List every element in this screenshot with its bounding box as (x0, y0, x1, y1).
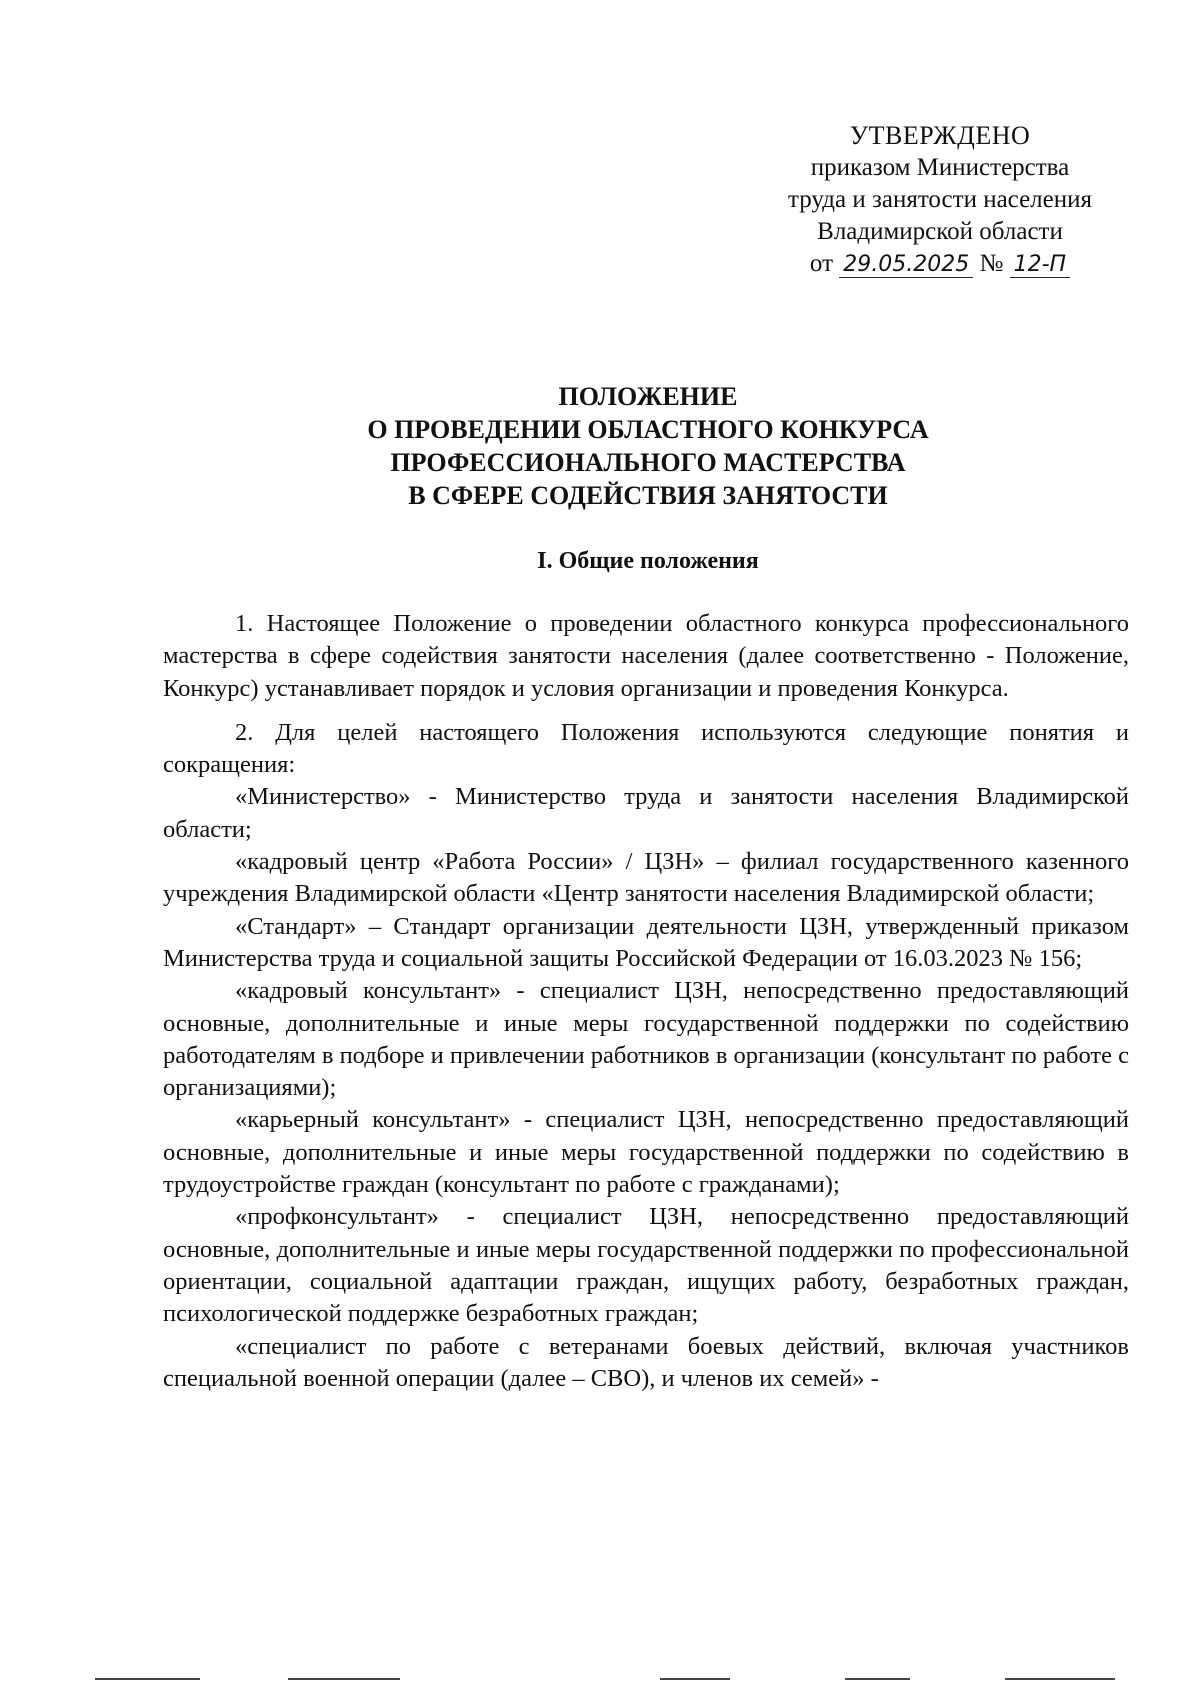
approval-head: УТВЕРЖДЕНО (849, 121, 1031, 150)
date-prefix: от (809, 250, 834, 277)
definition-czn: «кадровый центр «Работа России» / ЦЗН» – филиал государственного казенного учреждения Владимирской области «Центр занятости населения Владимирской области; (163, 848, 1129, 908)
title-line-3: ПРОФЕССИОНАЛЬНОГО МАСТЕРСТВА (390, 448, 906, 477)
footer-rule-1 (95, 1678, 200, 1680)
definition-career-consultant: «карьерный консультант» - специалист ЦЗН, непосредственно предоставляющий основные, дополнительные и иные меры государственной поддержки по содействию в трудоустройстве граждан (консультант по работе с гражданами); (163, 1106, 1129, 1199)
number-sign: № (979, 250, 1004, 277)
approval-line-2: труда и занятости населения (787, 186, 1093, 213)
handwritten-date: 29.05.2025 (839, 253, 973, 278)
title-line-2: О ПРОВЕДЕНИИ ОБЛАСТНОГО КОНКУРСА (367, 415, 929, 444)
title-line-4: В СФЕРЕ СОДЕЙСТВИЯ ЗАНЯТОСТИ (408, 481, 888, 510)
document-title (163, 380, 1133, 512)
definition-prof-consultant: «профконсультант» - специалист ЦЗН, непосредственно предоставляющий основные, дополнительные и иные меры государственной поддержки по профессиональной ориентации, социальной адаптации граждан, ищущих работу, безработных граждан, психологической поддержке безработных граждан; (163, 1203, 1129, 1328)
paragraph-2: 2. Для целей настоящего Положения используются следующие понятия и сокращения: (163, 718, 1129, 779)
definition-ministry: «Министерство» - Министерство труда и занятости населения Владимирской области; (163, 783, 1129, 843)
footer-rule-4 (845, 1678, 910, 1680)
definition-hr-consultant: «кадровый консультант» - специалист ЦЗН, непосредственно предоставляющий основные, дополнительные и иные меры государственной поддержки по содействию работодателям в подборе и привлечении работников в организации (консультант по работе с организациями); (163, 977, 1129, 1102)
approval-line-3: Владимирской области (817, 218, 1063, 245)
paragraph-1: 1. Настоящее Положение о проведении областного конкурса профессионального мастерства в сфере содействия занятости населения (далее соответственно - Положение, Конкурс) устанавливает порядок и условия организации и проведения Конкурса. (163, 610, 1129, 702)
handwritten-number: 12-П (1010, 253, 1070, 278)
title-line-1: ПОЛОЖЕНИЕ (558, 382, 738, 411)
footer-rule-5 (1005, 1678, 1115, 1680)
definition-veterans-specialist: «специалист по работе с ветеранами боевых действий, включая участников специальной военной операции (далее – СВО), и членов их семей» - (163, 1332, 1129, 1392)
footer-rule-3 (660, 1678, 730, 1680)
document-body (163, 608, 1129, 1395)
footer-rule-2 (288, 1678, 400, 1680)
approval-block (770, 120, 1110, 280)
approval-line-1: приказом Министерства (810, 154, 1070, 181)
approval-date-line (770, 248, 1110, 280)
definition-standard: «Стандарт» – Стандарт организации деятельности ЦЗН, утвержденный приказом Министерства труда и социальной защиты Российской Федерации от 16.03.2023 № 156; (163, 912, 1129, 972)
section-heading: I. Общие положения (537, 548, 759, 574)
